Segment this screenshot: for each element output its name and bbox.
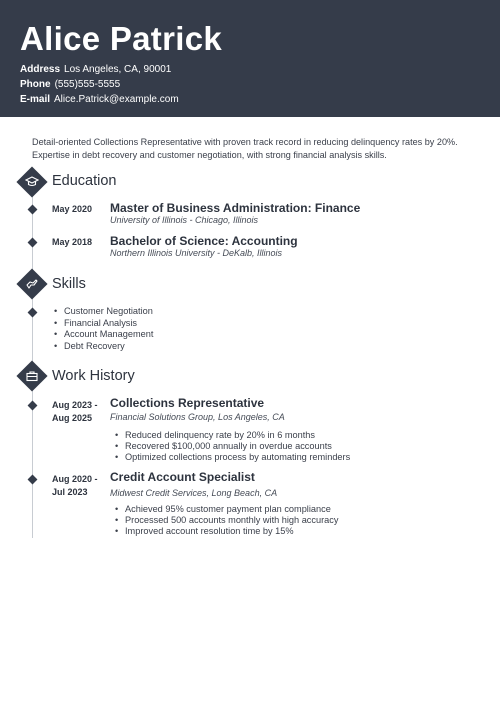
timeline-dot [28,401,38,411]
education-school: Northern Illinois University - DeKalb, Illinois [110,248,283,258]
briefcase-icon [16,360,47,391]
work-date-start: Aug 2023 - [52,400,98,410]
contact-value: Los Angeles, CA, 90001 [64,64,172,75]
education-degree: Bachelor of Science: Accounting [110,234,298,248]
education-school: University of Illinois - Chicago, Illinois [110,215,259,225]
work-bullet: • Improved account resolution time by 15% [115,526,294,536]
work-date-end: Jul 2023 [52,487,88,497]
skill-item: • Debt Recovery [54,341,125,351]
skill-item: • Customer Negotiation [54,306,153,316]
resume-header [0,0,500,117]
skill-item: • Account Management [54,329,154,339]
work-date-end: Aug 2025 [52,413,93,423]
hand-icon [16,268,47,299]
work-bullet-text: Processed 500 accounts monthly with high accuracy [125,515,339,525]
education-date: May 2020 [52,204,93,214]
work-bullet: • Recovered $100,000 annually in overdue accounts [115,441,332,451]
contact-value: (555)555-5555 [54,79,121,90]
timeline-dot [28,205,38,215]
skill-item: • Financial Analysis [54,318,138,328]
candidate-name: Alice Patrick [20,20,223,57]
contact-email [20,93,179,106]
skill-label: Account Management [64,329,154,339]
work-bullet: • Reduced delinquency rate by 20% in 6 months [115,430,315,440]
graduation-cap-icon [16,166,47,197]
work-bullet-text: Improved account resolution time by 15% [125,526,294,536]
contact-label: Address [20,64,61,75]
contact-label: E-mail [20,94,51,105]
section-title-work-history: Work History [52,368,135,384]
contact-address [20,63,171,76]
skill-label: Customer Negotiation [64,306,153,316]
professional-summary: Detail-oriented Collections Representative with proven track record in reducing delinquency rates by 20%. Expertise in debt recovery and customer negotiation, with strong financial analysis skills. [32,137,458,160]
work-date-start: Aug 2020 - [52,474,98,484]
work-title: Credit Account Specialist [110,470,255,484]
section-title-education: Education [52,173,117,189]
work-bullet-text: Recovered $100,000 annually in overdue accounts [125,441,332,451]
contact-value: Alice.Patrick@example.com [54,94,179,105]
skill-label: Financial Analysis [64,318,138,328]
work-bullet: • Processed 500 accounts monthly with high accuracy [115,515,339,525]
work-bullet-text: Achieved 95% customer payment plan compliance [125,504,331,514]
work-bullet-text: Reduced delinquency rate by 20% in 6 months [125,430,315,440]
education-date: May 2018 [52,237,93,247]
work-bullet: • Optimized collections process by automating reminders [115,452,351,462]
work-bullet-text: Optimized collections process by automating reminders [125,452,351,462]
work-bullet: • Achieved 95% customer payment plan compliance [115,504,331,514]
work-company: Financial Solutions Group, Los Angeles, CA [110,412,285,422]
education-degree: Master of Business Administration: Finance [110,201,361,215]
timeline-dot [28,475,38,485]
contact-phone [20,78,120,91]
skill-label: Debt Recovery [64,341,125,351]
work-company: Midwest Credit Services, Long Beach, CA [110,488,278,498]
timeline-dot [28,308,38,318]
contact-label: Phone [20,79,51,90]
work-title: Collections Representative [110,396,265,410]
section-title-skills: Skills [52,276,86,292]
timeline-dot [28,238,38,248]
